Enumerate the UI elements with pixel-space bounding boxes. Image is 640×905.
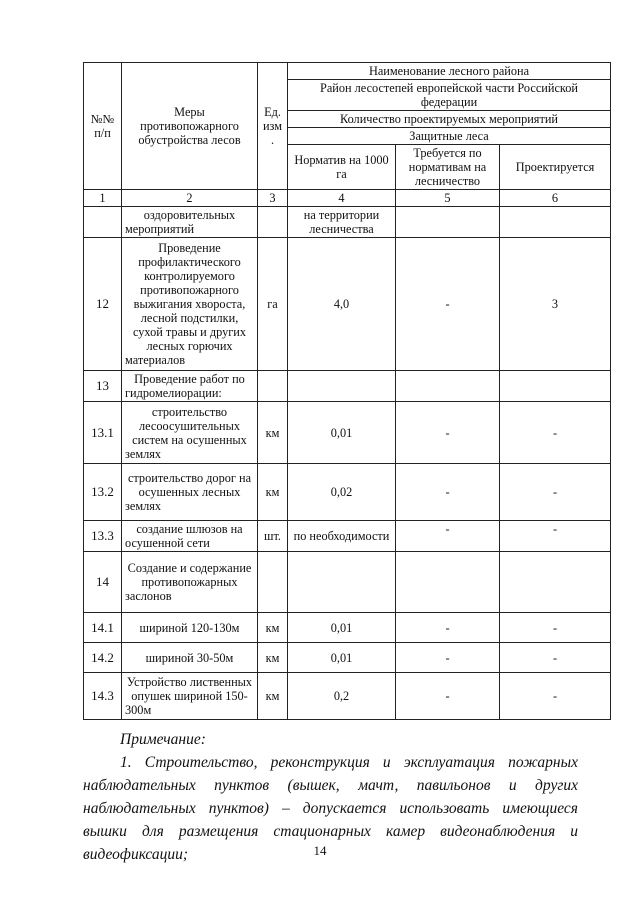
- table-row: [84, 613, 611, 643]
- col-number: 1: [84, 190, 122, 207]
- row-projected: -: [500, 643, 611, 673]
- row-norm: 0,01: [288, 402, 396, 464]
- row-required: [396, 552, 500, 613]
- row-projected: -: [500, 613, 611, 643]
- row-unit: км: [258, 464, 288, 521]
- column-numbers-row: [84, 190, 611, 207]
- table-row: [84, 464, 611, 521]
- row-unit: [258, 207, 288, 238]
- row-projected: -: [500, 673, 611, 720]
- note-item: 1. Строительство, реконструкция и эксплуатация пожарных наблюдательных пунктов (вышек, мачт, павильонов и других наблюдательных пунктов) – допускается использовать имеющиеся вышки для размещения стационарных камер видеонаблюдения и видеофиксации;: [83, 754, 578, 863]
- header-projected: Проектируется: [500, 145, 611, 190]
- header-protective: Защитные леса: [288, 128, 611, 145]
- row-projected: 3: [500, 238, 611, 371]
- row-norm: [288, 552, 396, 613]
- row-unit: [258, 552, 288, 613]
- table-row: [84, 402, 611, 464]
- row-required: -: [396, 402, 500, 464]
- row-measure: создание шлюзов на осушенной сети: [122, 521, 258, 552]
- row-norm: 4,0: [288, 238, 396, 371]
- row-norm: 0,01: [288, 613, 396, 643]
- row-measure: Создание и содержание противопожарных заслонов: [122, 552, 258, 613]
- table-row: [84, 207, 611, 238]
- col-number: 4: [288, 190, 396, 207]
- header-measures: Меры противопожарного обустройства лесов: [122, 63, 258, 190]
- row-unit: [258, 371, 288, 402]
- row-projected: -: [500, 402, 611, 464]
- header-required: Требуется по нормативам на лесничество: [396, 145, 500, 190]
- row-measure: строительство дорог на осушенных лесных землях: [122, 464, 258, 521]
- row-unit: шт.: [258, 521, 288, 552]
- row-norm: 0,02: [288, 464, 396, 521]
- table-row: [84, 521, 611, 552]
- row-norm: [288, 371, 396, 402]
- row-num: 14: [84, 552, 122, 613]
- row-measure: шириной 30-50м: [122, 643, 258, 673]
- row-required: [396, 371, 500, 402]
- table-row: [84, 238, 611, 371]
- row-measure: строительство лесоосушительных систем на осушенных землях: [122, 402, 258, 464]
- row-num: 12: [84, 238, 122, 371]
- header-region: Район лесостепей европейской части Российской федерации: [288, 80, 611, 111]
- row-required: [396, 207, 500, 238]
- header-num: №№ п/п: [84, 63, 122, 190]
- row-required: -: [396, 238, 500, 371]
- row-required: -: [396, 643, 500, 673]
- header-forest-name: Наименование лесного района: [288, 63, 611, 80]
- row-projected: -: [500, 521, 611, 552]
- row-required: -: [396, 613, 500, 643]
- row-norm: 0,01: [288, 643, 396, 673]
- row-num: 14.1: [84, 613, 122, 643]
- col-number: 2: [122, 190, 258, 207]
- row-projected: [500, 371, 611, 402]
- row-num: 13: [84, 371, 122, 402]
- row-projected: [500, 207, 611, 238]
- row-unit: км: [258, 643, 288, 673]
- notes-title: Примечание:: [120, 731, 206, 748]
- table-row: [84, 552, 611, 613]
- col-number: 3: [258, 190, 288, 207]
- row-required: -: [396, 673, 500, 720]
- row-num: 13.3: [84, 521, 122, 552]
- row-num: 14.2: [84, 643, 122, 673]
- table-row: [84, 371, 611, 402]
- row-unit: км: [258, 613, 288, 643]
- header-quantity: Количество проектируемых мероприятий: [288, 111, 611, 128]
- row-projected: -: [500, 464, 611, 521]
- row-norm: на территории лесничества: [288, 207, 396, 238]
- header-norm: Норматив на 1000 га: [288, 145, 396, 190]
- row-unit: км: [258, 673, 288, 720]
- header-unit: Ед. изм .: [258, 63, 288, 190]
- row-required: -: [396, 464, 500, 521]
- fire-measures-table: [83, 62, 611, 720]
- page-number: 14: [313, 843, 327, 858]
- row-num: 14.3: [84, 673, 122, 720]
- row-measure: шириной 120-130м: [122, 613, 258, 643]
- row-norm: по необходимости: [288, 521, 396, 552]
- table-row: [84, 643, 611, 673]
- row-measure: Проведение работ по гидромелиорации:: [122, 371, 258, 402]
- row-unit: км: [258, 402, 288, 464]
- row-projected: [500, 552, 611, 613]
- row-measure: оздоровительных мероприятий: [122, 207, 258, 238]
- row-norm: 0,2: [288, 673, 396, 720]
- row-num: 13.2: [84, 464, 122, 521]
- row-measure: Устройство лиственных опушек шириной 150-300м: [122, 673, 258, 720]
- table-row: [84, 673, 611, 720]
- row-num: 13.1: [84, 402, 122, 464]
- row-measure: Проведение профилактического контролируемого противопожарного выжигания хвороста, лесной подстилки, сухой травы и других лесных горючих материалов: [122, 238, 258, 371]
- col-number: 6: [500, 190, 611, 207]
- row-unit: га: [258, 238, 288, 371]
- row-required: -: [396, 521, 500, 552]
- row-num: [84, 207, 122, 238]
- col-number: 5: [396, 190, 500, 207]
